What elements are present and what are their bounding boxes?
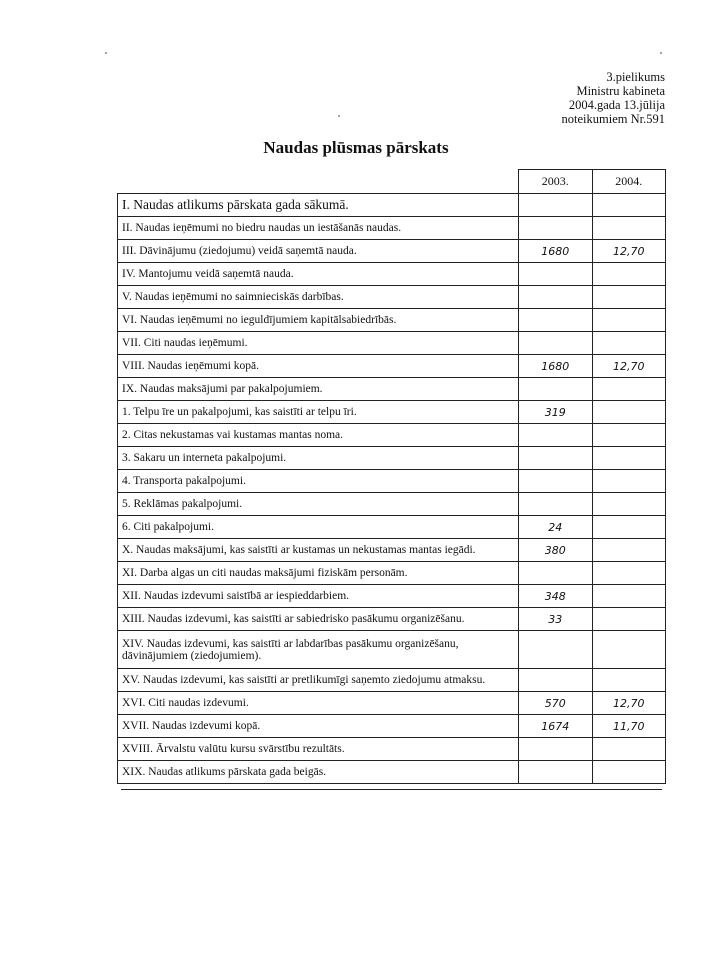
row-value-year-2 (592, 309, 665, 332)
header-block (562, 70, 665, 126)
row-label: XIII. Naudas izdevumi, kas saistīti ar sabiedrisko pasākumu organizēšanu. (118, 608, 519, 631)
scan-speck (105, 52, 107, 54)
row-label: X. Naudas maksājumi, kas saistīti ar kustamas un nekustamas mantas iegādi. (118, 539, 519, 562)
row-value-year-2 (592, 217, 665, 240)
row-label: 4. Transporta pakalpojumi. (118, 470, 519, 493)
row-value-year-1: 380 (519, 539, 592, 562)
report-table (117, 169, 666, 784)
page-title: Naudas plūsmas pārskats (263, 138, 449, 157)
row-label: XVI. Citi naudas izdevumi. (118, 692, 519, 715)
row-value-year-1 (519, 562, 592, 585)
row-value-year-1 (519, 424, 592, 447)
row-value-year-2 (592, 194, 665, 217)
row-label: XIX. Naudas atlikums pārskata gada beigās. (118, 761, 519, 784)
row-label: IX. Naudas maksājumi par pakalpojumiem. (118, 378, 519, 401)
row-value-year-2 (592, 493, 665, 516)
table-row (118, 263, 666, 286)
row-value-year-1 (519, 738, 592, 761)
row-value-year-1: 348 (519, 585, 592, 608)
header-line-1: 3.pielikums (606, 70, 665, 84)
row-value-year-2: 11,70 (592, 715, 665, 738)
table-row (118, 447, 666, 470)
row-label: XVII. Naudas izdevumi kopā. (118, 715, 519, 738)
table-row (118, 761, 666, 784)
row-value-year-2 (592, 608, 665, 631)
table-row (118, 286, 666, 309)
column-header-year-1: 2003. (519, 170, 592, 194)
table-row (118, 309, 666, 332)
row-label: 1. Telpu īre un pakalpojumi, kas saistīti ar telpu īri. (118, 401, 519, 424)
table-row (118, 562, 666, 585)
header-line-2: Ministru kabineta (576, 84, 665, 98)
table-row (118, 631, 666, 669)
row-value-year-2 (592, 539, 665, 562)
row-value-year-2 (592, 585, 665, 608)
row-value-year-2 (592, 378, 665, 401)
table-row (118, 332, 666, 355)
row-label: XII. Naudas izdevumi saistībā ar iespieddarbiem. (118, 585, 519, 608)
row-value-year-1 (519, 631, 592, 669)
row-label: VI. Naudas ieņēmumi no ieguldījumiem kapitālsabiedrībās. (118, 309, 519, 332)
row-value-year-1 (519, 493, 592, 516)
table-row (118, 669, 666, 692)
row-label: 3. Sakaru un interneta pakalpojumi. (118, 447, 519, 470)
table-row (118, 715, 666, 738)
header-line-4: noteikumiem Nr.591 (561, 112, 665, 126)
row-value-year-2 (592, 424, 665, 447)
row-label: I. Naudas atlikums pārskata gada sākumā. (118, 194, 519, 217)
row-value-year-1: 570 (519, 692, 592, 715)
table-row (118, 585, 666, 608)
column-header-year-2: 2004. (592, 170, 665, 194)
row-label: 6. Citi pakalpojumi. (118, 516, 519, 539)
row-value-year-2: 12,70 (592, 692, 665, 715)
table-row (118, 738, 666, 761)
table-row (118, 539, 666, 562)
row-value-year-1: 1674 (519, 715, 592, 738)
row-value-year-2 (592, 669, 665, 692)
table-row (118, 692, 666, 715)
row-value-year-1: 1680 (519, 355, 592, 378)
row-value-year-1 (519, 470, 592, 493)
table-row (118, 355, 666, 378)
bottom-divider (121, 789, 662, 790)
row-value-year-2 (592, 516, 665, 539)
table-row (118, 516, 666, 539)
row-value-year-2 (592, 263, 665, 286)
row-label: V. Naudas ieņēmumi no saimnieciskās darbības. (118, 286, 519, 309)
table-row (118, 424, 666, 447)
row-label: II. Naudas ieņēmumi no biedru naudas un iestāšanās naudas. (118, 217, 519, 240)
scan-speck (338, 115, 340, 117)
header-blank-cell (118, 170, 519, 194)
table-header-row (118, 170, 666, 194)
row-value-year-1 (519, 378, 592, 401)
row-value-year-1 (519, 761, 592, 784)
row-value-year-1 (519, 447, 592, 470)
header-line-3: 2004.gada 13.jūlija (568, 98, 665, 112)
table-row (118, 194, 666, 217)
row-value-year-1 (519, 217, 592, 240)
row-label: 5. Reklāmas pakalpojumi. (118, 493, 519, 516)
row-label: VII. Citi naudas ieņēmumi. (118, 332, 519, 355)
row-value-year-1 (519, 332, 592, 355)
row-label: III. Dāvinājumu (ziedojumu) veidā saņemtā nauda. (118, 240, 519, 263)
row-label: 2. Citas nekustamas vai kustamas mantas noma. (118, 424, 519, 447)
row-value-year-1 (519, 286, 592, 309)
row-label: XVIII. Ārvalstu valūtu kursu svārstību rezultāts. (118, 738, 519, 761)
row-value-year-1 (519, 309, 592, 332)
row-value-year-1: 24 (519, 516, 592, 539)
row-value-year-2 (592, 470, 665, 493)
row-value-year-2 (592, 286, 665, 309)
table-row (118, 401, 666, 424)
table-row (118, 493, 666, 516)
row-label: VIII. Naudas ieņēmumi kopā. (118, 355, 519, 378)
row-value-year-2: 12,70 (592, 355, 665, 378)
row-value-year-1 (519, 263, 592, 286)
row-label: XI. Darba algas un citi naudas maksājumi fiziskām personām. (118, 562, 519, 585)
row-label: XV. Naudas izdevumi, kas saistīti ar pretlikumīgi saņemto ziedojumu atmaksu. (118, 669, 519, 692)
table-row (118, 608, 666, 631)
row-label: IV. Mantojumu veidā saņemtā nauda. (118, 263, 519, 286)
row-value-year-2 (592, 562, 665, 585)
row-value-year-1 (519, 669, 592, 692)
row-value-year-2 (592, 447, 665, 470)
row-value-year-2 (592, 738, 665, 761)
table-row (118, 217, 666, 240)
row-value-year-1: 33 (519, 608, 592, 631)
row-value-year-2 (592, 332, 665, 355)
row-value-year-2 (592, 401, 665, 424)
table-row (118, 378, 666, 401)
row-label: XIV. Naudas izdevumi, kas saistīti ar labdarības pasākumu organizēšanu, dāvinājumiem (ziedojumiem). (118, 631, 519, 669)
row-value-year-1: 319 (519, 401, 592, 424)
row-value-year-2 (592, 631, 665, 669)
row-value-year-2 (592, 761, 665, 784)
row-value-year-2: 12,70 (592, 240, 665, 263)
table-row (118, 470, 666, 493)
scan-speck (660, 52, 662, 54)
table-row (118, 240, 666, 263)
row-value-year-1: 1680 (519, 240, 592, 263)
row-value-year-1 (519, 194, 592, 217)
